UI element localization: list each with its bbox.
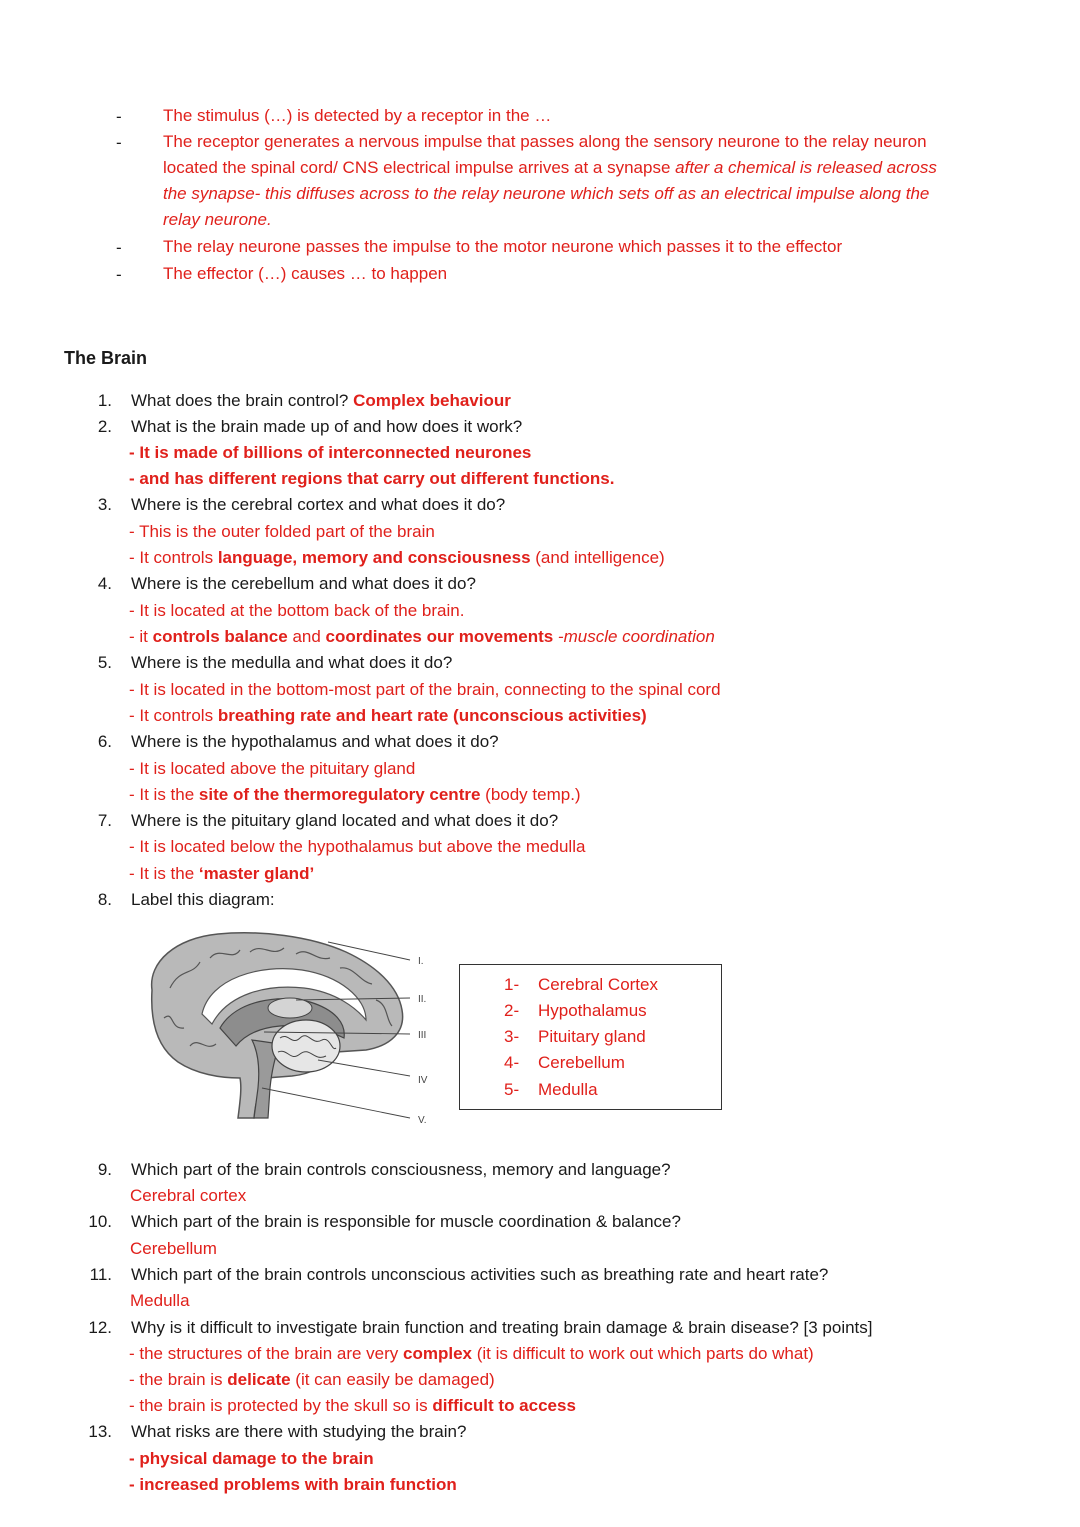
question-12: Why is it difficult to investigate brain function and treating brain damage & brain disease? [3 points] bbox=[131, 1318, 873, 1337]
question-number: 12. bbox=[88, 1318, 112, 1337]
question-11: Which part of the brain controls unconscious activities such as breathing rate and heart rate? bbox=[131, 1265, 829, 1284]
reflex-step-4: The effector (…) causes … to happen bbox=[163, 264, 448, 283]
bullet-dash: - bbox=[116, 133, 122, 152]
diagram-label-5: V. bbox=[418, 1115, 427, 1126]
answer-4a: - It is located at the bottom back of the brain. bbox=[129, 601, 465, 620]
diagram-answer-box bbox=[459, 964, 722, 1110]
answer-5a: - It is located in the bottom-most part of the brain, connecting to the spinal cord bbox=[129, 680, 721, 699]
question-8: Label this diagram: bbox=[131, 890, 275, 909]
question-number: 10. bbox=[88, 1212, 112, 1231]
question-number: 5. bbox=[97, 653, 112, 672]
diagram-answer-1: 1- Cerebral Cortex bbox=[504, 975, 658, 994]
reflex-step-2-cont-3: relay neurone. bbox=[163, 210, 272, 229]
section-title: The Brain bbox=[64, 348, 148, 368]
question-3: Where is the cerebral cortex and what does it do? bbox=[131, 495, 506, 514]
answer-7b: - It is the ‘master gland’ bbox=[129, 864, 315, 883]
answer-2a: - It is made of billions of interconnected neurones bbox=[129, 443, 532, 462]
question-number: 8. bbox=[97, 890, 112, 909]
diagram-label-1: I. bbox=[418, 956, 424, 967]
answer-6a: - It is located above the pituitary gland bbox=[129, 759, 416, 778]
bullet-dash: - bbox=[116, 238, 122, 257]
question-2: What is the brain made up of and how does it work? bbox=[131, 417, 523, 436]
answer-3b: - It controls language, memory and consciousness (and intelligence) bbox=[129, 548, 665, 567]
answer-3a: - This is the outer folded part of the brain bbox=[129, 522, 435, 541]
answer-11: Medulla bbox=[130, 1291, 190, 1310]
reflex-step-2-cont-2: the synapse- this diffuses across to the relay neurone which sets off as an electrical impulse along the bbox=[163, 184, 930, 203]
answer-12b: - the brain is delicate (it can easily be damaged) bbox=[129, 1370, 495, 1389]
answer-9: Cerebral cortex bbox=[130, 1186, 247, 1205]
reflex-step-2-cont: located the spinal cord/ CNS electrical impulse arrives at a synapse after a chemical is released across bbox=[163, 158, 937, 177]
reflex-step-2: The receptor generates a nervous impulse that passes along the sensory neurone to the relay neuron bbox=[163, 132, 927, 151]
answer-12c: - the brain is protected by the skull so is difficult to access bbox=[129, 1396, 576, 1415]
question-7: Where is the pituitary gland located and what does it do? bbox=[131, 811, 559, 830]
question-number: 4. bbox=[97, 574, 112, 593]
diagram-label-4: IV bbox=[418, 1075, 428, 1086]
question-number: 1. bbox=[97, 391, 112, 410]
question-9: Which part of the brain controls consciousness, memory and language? bbox=[131, 1160, 671, 1179]
diagram-answer-4: 4- Cerebellum bbox=[504, 1053, 625, 1072]
answer-4b: - it controls balance and coordinates our movements -muscle coordination bbox=[129, 627, 715, 646]
question-number: 9. bbox=[97, 1160, 112, 1179]
reflex-step-3: The relay neurone passes the impulse to the motor neurone which passes it to the effector bbox=[163, 237, 843, 256]
answer-13b: - increased problems with brain function bbox=[129, 1475, 457, 1494]
diagram-label-2: II. bbox=[418, 994, 427, 1005]
diagram-answer-3: 3- Pituitary gland bbox=[504, 1027, 646, 1046]
answer-13a: - physical damage to the brain bbox=[129, 1449, 374, 1468]
diagram-label-3: III bbox=[418, 1030, 427, 1041]
question-4: Where is the cerebellum and what does it do? bbox=[131, 574, 476, 593]
question-number: 6. bbox=[97, 732, 112, 751]
question-6: Where is the hypothalamus and what does it do? bbox=[131, 732, 499, 751]
answer-6b: - It is the site of the thermoregulatory centre (body temp.) bbox=[129, 785, 581, 804]
diagram-answer-5: 5- Medulla bbox=[504, 1080, 598, 1099]
question-number: 2. bbox=[97, 417, 112, 436]
answer-7a: - It is located below the hypothalamus but above the medulla bbox=[129, 837, 586, 856]
question-number: 7. bbox=[97, 811, 112, 830]
bullet-dash: - bbox=[116, 265, 122, 284]
reflex-step-1: The stimulus (…) is detected by a receptor in the … bbox=[163, 106, 552, 125]
answer-2b: - and has different regions that carry out different functions. bbox=[129, 469, 615, 488]
answer-12a: - the structures of the brain are very complex (it is difficult to work out which parts do what) bbox=[129, 1344, 814, 1363]
question-1: What does the brain control? Complex behaviour bbox=[131, 391, 511, 410]
question-5: Where is the medulla and what does it do? bbox=[131, 653, 453, 672]
diagram-answer-2: 2- Hypothalamus bbox=[504, 1001, 647, 1020]
question-number: 13. bbox=[88, 1422, 112, 1441]
answer-5b: - It controls breathing rate and heart rate (unconscious activities) bbox=[129, 706, 647, 725]
question-10: Which part of the brain is responsible for muscle coordination & balance? bbox=[131, 1212, 681, 1231]
cerebellum-shape bbox=[272, 1020, 340, 1072]
bullet-dash: - bbox=[116, 107, 122, 126]
brain-diagram bbox=[140, 928, 440, 1128]
answer-10: Cerebellum bbox=[130, 1239, 217, 1258]
question-13: What risks are there with studying the brain? bbox=[131, 1422, 467, 1441]
question-number: 3. bbox=[97, 495, 112, 514]
question-number: 11. bbox=[89, 1265, 112, 1284]
